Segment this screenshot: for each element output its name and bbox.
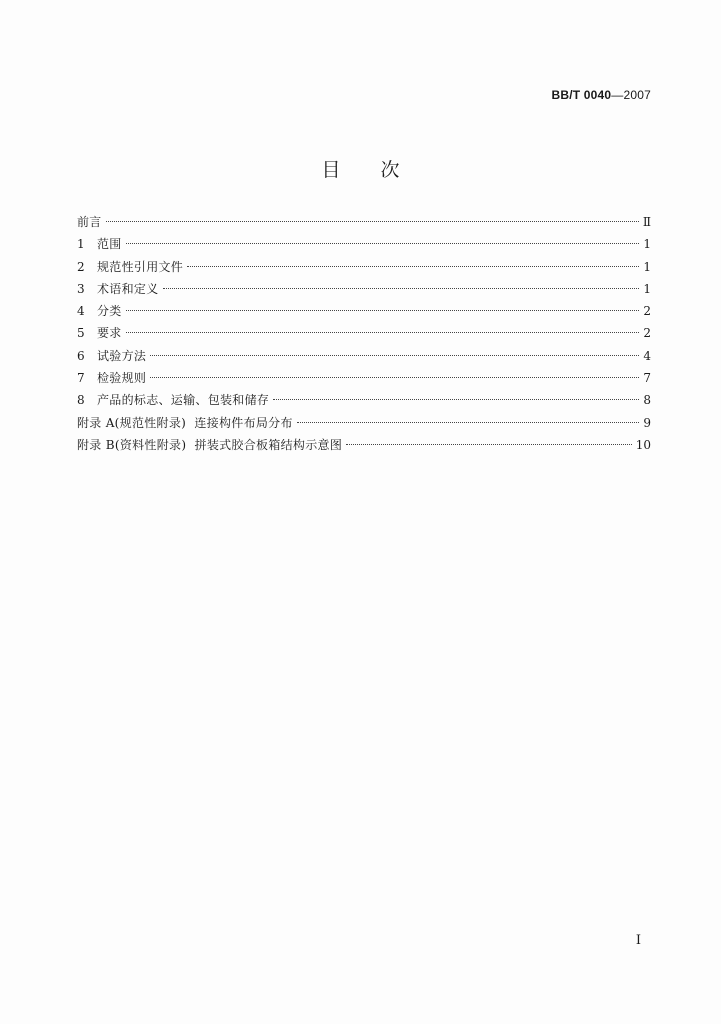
toc-entry-number: 5 (77, 326, 85, 341)
toc-entry-scope[interactable] (77, 233, 651, 255)
toc-entry-foreword[interactable] (77, 211, 651, 233)
toc-entry-label: 分类 (97, 304, 122, 319)
toc-entry-label: 规范性引用文件 (97, 259, 184, 274)
toc-entry-page: 8 (643, 393, 651, 408)
toc-entry-label: 范围 (97, 237, 122, 252)
footer-page-number: Ⅰ (635, 933, 641, 948)
toc-entry-label: 附录 A(规范性附录) 连接构件布局分布 (77, 415, 293, 430)
toc-entry-terms-definitions[interactable] (77, 278, 651, 300)
toc-leader-dots (297, 422, 639, 423)
toc-entry-number: 4 (77, 304, 85, 319)
table-of-contents (77, 211, 651, 456)
toc-entry-page: 9 (643, 415, 651, 430)
toc-entry-label: 产品的标志、运输、包装和储存 (97, 393, 270, 408)
standard-code-year: —2007 (611, 88, 651, 102)
toc-leader-dots (150, 355, 639, 356)
toc-entry-label: 试验方法 (97, 348, 147, 363)
toc-entry-number: 6 (77, 348, 85, 363)
toc-entry-label: 要求 (97, 326, 122, 341)
standard-code-prefix: BB/T 0040 (551, 88, 612, 102)
toc-entry-test-methods[interactable] (77, 345, 651, 367)
toc-entry-requirements[interactable] (77, 322, 651, 344)
toc-entry-page: 2 (643, 304, 651, 319)
toc-entry-number: 2 (77, 259, 85, 274)
toc-leader-dots (126, 332, 639, 333)
toc-entry-page: 1 (643, 281, 651, 296)
toc-entry-page: 1 (643, 237, 651, 252)
toc-leader-dots (150, 377, 639, 378)
toc-entry-page: 7 (643, 371, 651, 386)
toc-entry-number: 7 (77, 371, 85, 386)
toc-leader-dots (106, 221, 639, 222)
toc-entry-marking-transport-packaging-storage[interactable] (77, 389, 651, 411)
toc-entry-page: 1 (643, 259, 651, 274)
toc-entry-number: 3 (77, 281, 85, 296)
toc-entry-page: Ⅱ (642, 215, 651, 229)
toc-entry-classification[interactable] (77, 300, 651, 322)
toc-entry-number: 8 (77, 393, 85, 408)
standard-code (551, 88, 651, 102)
toc-entry-annex-b[interactable] (77, 434, 651, 456)
toc-entry-page: 2 (643, 326, 651, 341)
toc-title: 目次 (321, 159, 440, 181)
toc-entry-label: 附录 B(资料性附录) 拼装式胶合板箱结构示意图 (77, 437, 343, 452)
toc-entry-label: 术语和定义 (97, 281, 159, 296)
toc-leader-dots (126, 243, 639, 244)
toc-entry-number: 1 (77, 237, 85, 252)
toc-leader-dots (126, 310, 639, 311)
toc-leader-dots (163, 288, 639, 289)
toc-entry-label: 检验规则 (97, 371, 147, 386)
toc-entry-page: 10 (635, 437, 651, 452)
toc-entry-annex-a[interactable] (77, 412, 651, 434)
toc-entry-inspection-rules[interactable] (77, 367, 651, 389)
toc-entry-label: 前言 (77, 215, 102, 229)
toc-leader-dots (187, 266, 639, 267)
toc-leader-dots (346, 444, 632, 445)
toc-entry-normative-references[interactable] (77, 256, 651, 278)
toc-entry-page: 4 (643, 348, 651, 363)
toc-leader-dots (273, 399, 639, 400)
